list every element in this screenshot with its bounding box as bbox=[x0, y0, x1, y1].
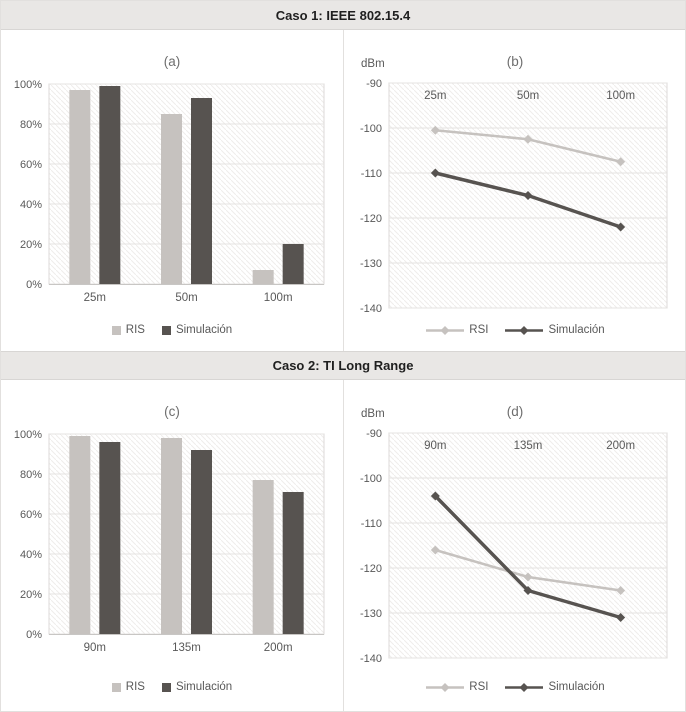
y-tick-label: 0% bbox=[26, 279, 42, 291]
legend-a bbox=[1, 324, 343, 336]
legend-item-rsi bbox=[426, 324, 488, 336]
x-category-label: 90m bbox=[83, 642, 107, 654]
bar-simulación-25m bbox=[99, 86, 120, 284]
legend-label: RSI bbox=[469, 681, 489, 693]
y-tick-label: 40% bbox=[19, 199, 42, 211]
y-tick-label: -140 bbox=[359, 303, 382, 315]
bar-simulación-100m bbox=[283, 244, 304, 284]
y-tick-label: -140 bbox=[359, 653, 382, 665]
bar-simulación-90m bbox=[99, 442, 120, 634]
legend-square-marker-icon bbox=[162, 683, 171, 692]
legend-item-simulación bbox=[505, 681, 604, 693]
y-tick-label: -100 bbox=[359, 123, 382, 135]
legend-label: Simulación bbox=[548, 324, 605, 336]
y-tick-label: 20% bbox=[19, 589, 42, 601]
case2-row bbox=[1, 380, 685, 711]
legend-item-simulación bbox=[505, 324, 604, 336]
y-axis-unit-label: dBm bbox=[361, 58, 385, 70]
y-tick-label: 100% bbox=[13, 79, 42, 91]
legend-item-ris bbox=[112, 324, 145, 336]
legend-label: Simulación bbox=[175, 681, 233, 693]
y-axis-unit-label: dBm bbox=[361, 408, 385, 420]
legend-line-marker-icon bbox=[426, 325, 464, 336]
case1-row bbox=[1, 30, 685, 351]
y-tick-label: -130 bbox=[359, 258, 382, 270]
chart-title-c: (c) bbox=[164, 404, 180, 419]
bar-ris-50m bbox=[161, 114, 182, 284]
bar-simulación-200m bbox=[283, 492, 304, 634]
y-tick-label: 20% bbox=[19, 239, 42, 251]
legend-label: RIS bbox=[125, 681, 145, 693]
panel-chart-b bbox=[344, 30, 686, 351]
legend-d bbox=[344, 681, 686, 693]
bar-chart-a bbox=[1, 30, 344, 316]
bar-chart-c bbox=[1, 380, 344, 666]
legend-square-marker-icon bbox=[112, 683, 121, 692]
panel-chart-a bbox=[1, 30, 344, 351]
case2-title: Caso 2: TI Long Range bbox=[272, 358, 414, 373]
y-tick-label: -100 bbox=[359, 473, 382, 485]
x-category-label: 50m bbox=[175, 292, 198, 304]
legend-line-marker-icon bbox=[426, 682, 464, 693]
x-category-label: 200m bbox=[263, 642, 293, 654]
x-category-label: 90m bbox=[424, 440, 447, 452]
x-category-label: 50m bbox=[516, 90, 540, 102]
bar-ris-90m bbox=[69, 436, 90, 634]
y-tick-label: -90 bbox=[366, 78, 382, 90]
legend-item-simulación bbox=[162, 324, 232, 336]
legend-label: RSI bbox=[469, 324, 489, 336]
y-tick-label: 80% bbox=[19, 469, 42, 481]
y-tick-label: 40% bbox=[19, 549, 42, 561]
legend-b bbox=[344, 324, 686, 336]
legend-line-marker-icon bbox=[505, 682, 543, 693]
bar-ris-100m bbox=[253, 270, 274, 284]
x-category-label: 25m bbox=[424, 90, 447, 102]
line-chart-b bbox=[344, 30, 686, 316]
legend-item-ris bbox=[112, 681, 145, 693]
bar-simulación-135m bbox=[191, 450, 212, 634]
y-tick-label: 100% bbox=[13, 429, 42, 441]
legend-square-marker-icon bbox=[162, 326, 171, 335]
legend-label: RIS bbox=[125, 324, 145, 336]
panel-chart-d bbox=[344, 380, 686, 711]
y-tick-label: -90 bbox=[366, 428, 382, 440]
plot-area bbox=[389, 433, 667, 658]
legend-item-rsi bbox=[426, 681, 488, 693]
bar-simulación-50m bbox=[191, 98, 212, 284]
legend-item-simulación bbox=[162, 681, 232, 693]
chart-title-d: (d) bbox=[506, 404, 524, 419]
x-category-label: 100m bbox=[606, 90, 636, 102]
chart-title-a: (a) bbox=[163, 54, 181, 69]
y-tick-label: 60% bbox=[19, 159, 42, 171]
legend-square-marker-icon bbox=[112, 326, 121, 335]
line-chart-d bbox=[344, 380, 686, 666]
y-tick-label: -110 bbox=[360, 168, 382, 180]
bar-ris-200m bbox=[253, 480, 274, 634]
y-tick-label: -120 bbox=[359, 563, 382, 575]
y-tick-label: 80% bbox=[19, 119, 42, 131]
legend-label: Simulación bbox=[175, 324, 233, 336]
bar-ris-135m bbox=[161, 438, 182, 634]
legend-c bbox=[1, 681, 343, 693]
x-category-label: 25m bbox=[83, 292, 107, 304]
legend-label: Simulación bbox=[548, 681, 605, 693]
x-category-label: 135m bbox=[172, 642, 201, 654]
case2-header bbox=[1, 351, 685, 380]
case1-header bbox=[1, 1, 685, 30]
y-tick-label: 0% bbox=[26, 629, 42, 641]
case1-title: Caso 1: IEEE 802.15.4 bbox=[275, 7, 411, 23]
x-category-label: 100m bbox=[263, 292, 293, 304]
x-category-label: 135m bbox=[513, 440, 543, 452]
y-tick-label: -110 bbox=[360, 518, 382, 530]
y-tick-label: -130 bbox=[359, 608, 382, 620]
bar-ris-25m bbox=[69, 90, 90, 284]
y-tick-label: 60% bbox=[19, 509, 42, 521]
y-tick-label: -120 bbox=[359, 213, 382, 225]
panel-chart-c bbox=[1, 380, 344, 711]
legend-line-marker-icon bbox=[505, 325, 543, 336]
chart-title-b: (b) bbox=[506, 54, 524, 69]
x-category-label: 200m bbox=[606, 440, 636, 452]
